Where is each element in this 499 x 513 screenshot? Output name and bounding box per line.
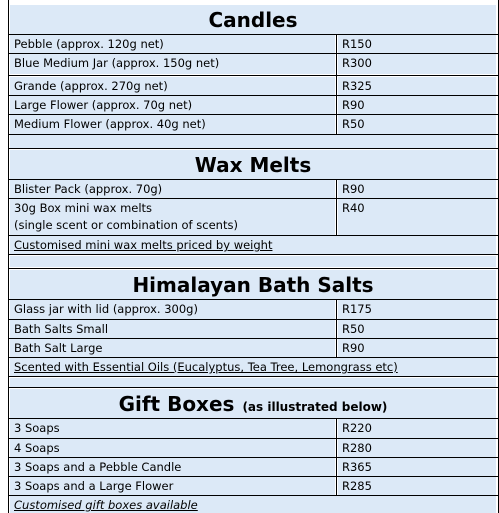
row-divider — [8, 338, 499, 339]
bath-salts-heading: Himalayan Bath Salts — [132, 272, 374, 297]
table-row-item: Bath Salt Large — [10, 339, 335, 357]
table-row-item: Bath Salts Small — [10, 320, 335, 338]
row-divider — [8, 75, 499, 76]
table-row-price: R150 — [338, 35, 496, 53]
table-row-price: R300 — [338, 54, 496, 74]
table-row-item: Blue Medium Jar (approx. 150g net) — [10, 54, 335, 74]
table-row-price: R50 — [338, 320, 496, 338]
row-divider — [8, 254, 499, 255]
table-row-item: Glass jar with lid (approx. 300g) — [10, 300, 335, 319]
table-row-price: R325 — [338, 77, 496, 95]
table-row-item: Medium Flower (approx. 40g net) — [10, 115, 335, 134]
table-row-item: Large Flower (approx. 70g net) — [10, 96, 335, 114]
table-row-item — [10, 199, 335, 235]
row-divider — [8, 134, 499, 135]
table-row-price: R365 — [338, 458, 496, 476]
row-divider — [8, 299, 499, 300]
row-divider — [8, 95, 499, 96]
table-row-price: R280 — [338, 439, 496, 457]
column-divider — [336, 34, 337, 135]
row-divider — [8, 268, 499, 269]
table-row-price: R90 — [338, 339, 496, 357]
table-row-item: 3 Soaps — [10, 419, 335, 438]
row-divider — [8, 114, 499, 115]
candles-heading: Candles — [208, 7, 298, 32]
row-divider — [8, 235, 499, 236]
row-divider — [8, 53, 499, 54]
wax-melts-heading: Wax Melts — [194, 152, 312, 177]
section-spacer — [10, 135, 496, 148]
row-divider — [8, 179, 499, 180]
row-divider — [8, 418, 499, 419]
table-row-item: Pebble (approx. 120g net) — [10, 35, 335, 53]
row-divider — [8, 387, 499, 388]
table-row-price: R175 — [338, 300, 496, 319]
section-title-candles — [10, 5, 496, 34]
table-row-price: R285 — [338, 477, 496, 495]
table-row-item: 3 Soaps and a Pebble Candle — [10, 458, 335, 476]
table-row-price: R40 — [338, 199, 496, 235]
section-note: Customised mini wax melts priced by weight — [10, 236, 496, 254]
gift-boxes-heading: Gift Boxes — [118, 391, 235, 416]
table-row-item: 4 Soaps — [10, 439, 335, 457]
table-row-item: Blister Pack (approx. 70g) — [10, 180, 335, 198]
section-note: Customised gift boxes available — [10, 496, 496, 513]
column-divider — [336, 299, 337, 358]
row-divider — [8, 457, 499, 458]
table-row-price: R90 — [338, 180, 496, 198]
row-divider — [8, 34, 499, 35]
row-divider — [8, 476, 499, 477]
table-row-price: R50 — [338, 115, 496, 134]
section-spacer — [10, 256, 496, 267]
row-divider — [8, 376, 499, 377]
item-line: (single scent or combination of scents) — [14, 218, 238, 232]
row-divider — [8, 495, 499, 496]
row-divider — [8, 198, 499, 199]
section-title-bath-salts — [10, 270, 496, 299]
table-row-item: 3 Soaps and a Large Flower — [10, 477, 335, 495]
row-divider — [8, 357, 499, 358]
row-divider — [8, 319, 499, 320]
table-row-price: R90 — [338, 96, 496, 114]
table-row-price: R220 — [338, 419, 496, 438]
row-divider — [8, 148, 499, 149]
table-border-left — [8, 0, 9, 513]
section-note: Scented with Essential Oils (Eucalyptus, Tea Tree, Lemongrass etc) — [10, 358, 496, 376]
item-line: 30g Box mini wax melts — [14, 201, 153, 215]
column-divider — [336, 179, 337, 236]
row-divider — [8, 438, 499, 439]
section-title-gift-boxes — [10, 389, 496, 418]
gift-boxes-subtitle: (as illustrated below) — [242, 399, 388, 414]
section-spacer — [10, 378, 496, 387]
section-title-wax-melts — [10, 150, 496, 179]
table-row-item: Grande (approx. 270g net) — [10, 77, 335, 95]
